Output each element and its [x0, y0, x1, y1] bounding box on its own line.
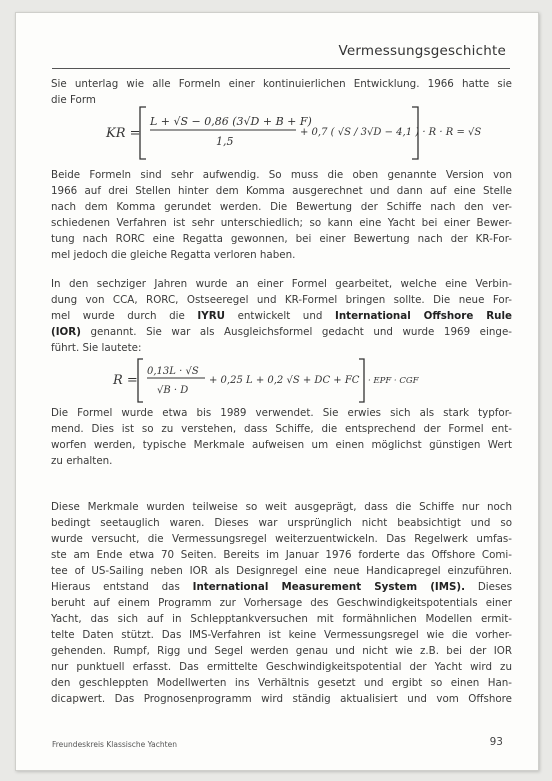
right-bracket-icon — [359, 359, 364, 402]
left-bracket-icon — [140, 107, 146, 159]
ims-term: International Measurement System (IMS). — [192, 581, 466, 593]
text-line: zu erhalten. — [51, 455, 113, 467]
header-rule — [52, 68, 510, 69]
text-line: ste am Ende etwa 70 Seiten. Bereits im Januar 1976 forderte das Offshore Comi- — [51, 549, 512, 561]
text-line: schiedenen Verfahren ist sehr unterschiedlich; so kann eine Yacht bei einer Bewer- — [51, 217, 512, 229]
text-line: mend. Dies ist so zu verstehen, dass Schiffe, die entsprechend der Formel ent- — [51, 423, 512, 435]
formula2-numerator: 0,13L · √S — [147, 366, 199, 377]
paragraph-typforming — [51, 405, 512, 469]
text-line: Yacht, das sich auf in Schlepptankversuchen mit formähnlichen Modellen ermit- — [51, 613, 512, 625]
left-bracket-icon — [138, 359, 143, 402]
text-line: Diese Merkmale wurden teilweise so weit ausgeprägt, dass die Schiffe nur noch — [51, 501, 512, 513]
ior-abbr: (IOR) — [51, 326, 81, 338]
formula1-denominator: 1,5 — [216, 135, 234, 148]
text-line: tee of US-Sailing neben IOR als Designregel eine neue Handicapregel einzuführen. — [51, 565, 512, 577]
text-line: bedingt seetauglich waren. Dieses war ursprünglich nicht beabsichtigt und so — [51, 517, 512, 529]
text-line: dicapwert. Das Prognosenprogramm wird ständig aktualisiert und vom Offshore — [51, 693, 512, 705]
running-header-title: Vermessungsgeschichte — [338, 43, 506, 59]
formula2-factors: · EPF · CGF — [368, 376, 419, 386]
text-line: Beide Formeln sind sehr aufwendig. So muss die oben genannte Version von — [51, 169, 512, 181]
page-number: 93 — [489, 736, 503, 748]
text-line: gehenden. Rumpf, Rigg und Segel werden genau und nicht wie z.B. bei der IOR — [51, 645, 512, 657]
formula2-lhs: R = — [113, 373, 138, 388]
formula1-term2: + 0,7 ( √S / 3√D − 4,1 ) · R · R = √S — [300, 127, 482, 138]
text-line: die Form — [51, 94, 96, 106]
text-line: Hieraus entstand das International Measurement System (IMS). Dieses — [51, 581, 513, 593]
document-page — [15, 12, 539, 771]
text-line: nur punktuell erfasst. Das ermittelte Geschwindigkeitspotential der Yacht wird zu — [51, 661, 512, 673]
text-line: worfen werden, typische Merkmale aufweisen um einen möglichst günstigen Wert — [51, 439, 512, 451]
text-line: (IOR) genannt. Sie war als Ausgleichsformel gedacht und wurde 1969 einge- — [51, 326, 512, 338]
text-line: nach dem Komma gerundet werden. Die Bewertung der Schiffe nach den ver- — [51, 201, 512, 213]
formula2-denominator: √B · D — [157, 385, 189, 396]
text-line: mel wurde durch die IYRU entwickelt und International Offshore Rule — [51, 310, 512, 322]
formula-ior-rating — [113, 356, 433, 406]
text-line: 1966 auf drei Stellen hinter dem Komma ausgerechnet und dann auf eine Stelle — [51, 185, 512, 197]
text-line: In den sechziger Jahren wurde an einer Formel gearbeitet, welche eine Verbin- — [51, 278, 512, 290]
iyru-term: IYRU — [197, 310, 225, 322]
footer-publisher: Freundeskreis Klassische Yachten — [52, 740, 177, 749]
text-line: beruht auf einem Programm zur Vorhersage des Geschwindigkeitspotentials einer — [51, 597, 512, 609]
text-line: wurde versucht, die Vermessungsregel weiterzuentwickeln. Das Regelwerk umfas- — [51, 533, 512, 545]
paragraph-comparison — [51, 167, 512, 263]
text-line: den geschleppten Modellwerten ins Verhältnis gesetzt und ergibt so einen Han- — [51, 677, 512, 689]
formula-kr-1966 — [106, 103, 482, 163]
formula1-numerator: L + √S − 0,86 (3√D + B + F) — [150, 115, 312, 128]
text-line: dung von CCA, RORC, Ostseeregel und KR-Formel bringen sollte. Die neue For- — [51, 294, 512, 306]
text-line: Sie unterlag wie alle Formeln einer kontinuierlichen Entwicklung. 1966 hatte sie — [51, 78, 512, 90]
text-line: Die Formel wurde etwa bis 1989 verwendet. Sie erwies sich als stark typfor- — [51, 407, 512, 419]
ior-term: International Offshore Rule — [334, 310, 512, 322]
text-line: mel jedoch die gleiche Regatta verloren haben. — [51, 249, 296, 261]
paragraph-ims — [51, 499, 512, 707]
formula2-terms: + 0,25 L + 0,2 √S + DC + FC — [209, 375, 360, 386]
text-line: telte Daten stützt. Das IMS-Verfahren ist keine Vermessungsregel wie die vorher- — [51, 629, 512, 641]
paragraph-ior — [51, 276, 512, 356]
text-line: führt. Sie lautete: — [51, 342, 142, 354]
text-line: tung nach RORC eine Regatta gewonnen, bei einer Bewertung nach der KR-For- — [51, 233, 512, 245]
formula1-lhs: KR = — [106, 126, 141, 141]
